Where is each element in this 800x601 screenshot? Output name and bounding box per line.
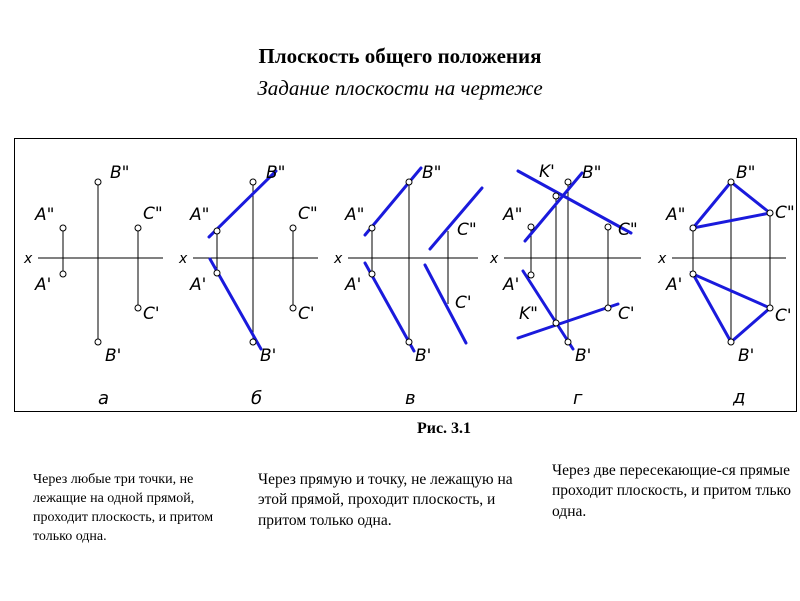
label-b1-v: B': [415, 346, 432, 366]
point-a1-g: [528, 272, 534, 278]
label-a2-v: A": [345, 205, 365, 225]
panel-sublabel-v: в: [405, 388, 416, 409]
label-b2-a: B": [110, 163, 130, 183]
point-b1-v: [406, 339, 412, 345]
note-three-points: Через любые три точки, не лежащие на одной прямой, проходит плоскость, и притом только одна.: [33, 472, 214, 545]
panel-sublabel-d: д: [733, 387, 746, 408]
page-subtitle: Задание плоскости на чертеже: [257, 76, 543, 100]
label-c2-d: C": [775, 203, 795, 223]
label-c1-a: C': [143, 304, 160, 324]
point-c2-g: [605, 224, 611, 230]
point-a1-d: [690, 271, 696, 277]
point-b2-v: [406, 179, 412, 185]
point-a2-a: [60, 225, 66, 231]
label-a1-a: A': [35, 275, 52, 295]
label-a1-g: A': [503, 275, 520, 295]
label-a2-g: A": [503, 205, 523, 225]
label-a1-v: A': [345, 275, 362, 295]
axis-label-b: x: [179, 251, 188, 267]
label-a2-a: A": [35, 205, 55, 225]
label-c1-v: C': [455, 293, 472, 313]
label-c1-b: C': [298, 304, 315, 324]
point-b1-d: [728, 339, 734, 345]
point-b2-g: [565, 179, 571, 185]
point-a2-g: [528, 224, 534, 230]
point-b2-d: [728, 179, 734, 185]
point-a2-d: [690, 225, 696, 231]
point-a2-b: [214, 228, 220, 234]
point-b1-g: [565, 339, 571, 345]
panel-sublabel-b: б: [251, 388, 263, 409]
label-c2-v: C": [457, 220, 477, 240]
point-c1-g: [605, 305, 611, 311]
panel-sublabel-g: г: [573, 388, 583, 409]
label-b1-d: B': [738, 346, 755, 366]
label-b2-d: B": [736, 163, 756, 183]
axis-label-v: x: [334, 251, 343, 267]
label-b2-b: B": [266, 163, 286, 183]
label-a2-b: A": [190, 205, 210, 225]
label-k2-g: K": [519, 304, 538, 324]
point-a1-b: [214, 270, 220, 276]
point-a1-v: [369, 271, 375, 277]
point-b1-b: [250, 339, 256, 345]
point-c1-d: [767, 305, 773, 311]
point-a2-v: [369, 225, 375, 231]
note-line-and-point: Через прямую и точку, не лежащую на этой прямой, проходит плоскость, и притом только одна.: [258, 471, 513, 529]
point-b1-a: [95, 339, 101, 345]
point-c1-b: [290, 305, 296, 311]
point-c2-b: [290, 225, 296, 231]
label-c2-b: C": [298, 204, 318, 224]
point-a1-a: [60, 271, 66, 277]
label-b1-g: B': [575, 346, 592, 366]
label-b2-v: B": [422, 163, 442, 183]
page-title: Плоскость общего положения: [258, 44, 542, 68]
line-ab-front-g: [525, 173, 582, 241]
axis-label-g: x: [490, 251, 499, 267]
axis-label-d: x: [658, 251, 667, 267]
figure-frame: [14, 138, 797, 412]
label-b2-g: B": [582, 163, 602, 183]
point-k2-g: [553, 320, 559, 326]
label-k1-g: K': [539, 162, 555, 182]
label-a1-d: A': [666, 275, 683, 295]
label-c1-g: C': [618, 304, 635, 324]
label-b1-a: B': [105, 346, 122, 366]
point-c2-a: [135, 225, 141, 231]
point-c1-a: [135, 305, 141, 311]
figure-caption: Рис. 3.1: [416, 420, 472, 437]
note-two-lines: Через две пересекающие-ся прямые проходит плоскость, и притом тлько одна.: [552, 462, 792, 520]
label-a1-b: A': [190, 275, 207, 295]
label-c1-d: C': [775, 306, 792, 326]
label-c2-a: C": [143, 204, 163, 224]
panel-sublabel-a: а: [98, 388, 110, 409]
label-b1-b: B': [260, 346, 277, 366]
axis-label-a: x: [24, 251, 33, 267]
label-a2-d: A": [666, 205, 686, 225]
point-k1-g: [553, 193, 559, 199]
label-c2-g: C": [618, 220, 638, 240]
point-b2-a: [95, 179, 101, 185]
point-b2-b: [250, 179, 256, 185]
point-c2-d: [767, 210, 773, 216]
